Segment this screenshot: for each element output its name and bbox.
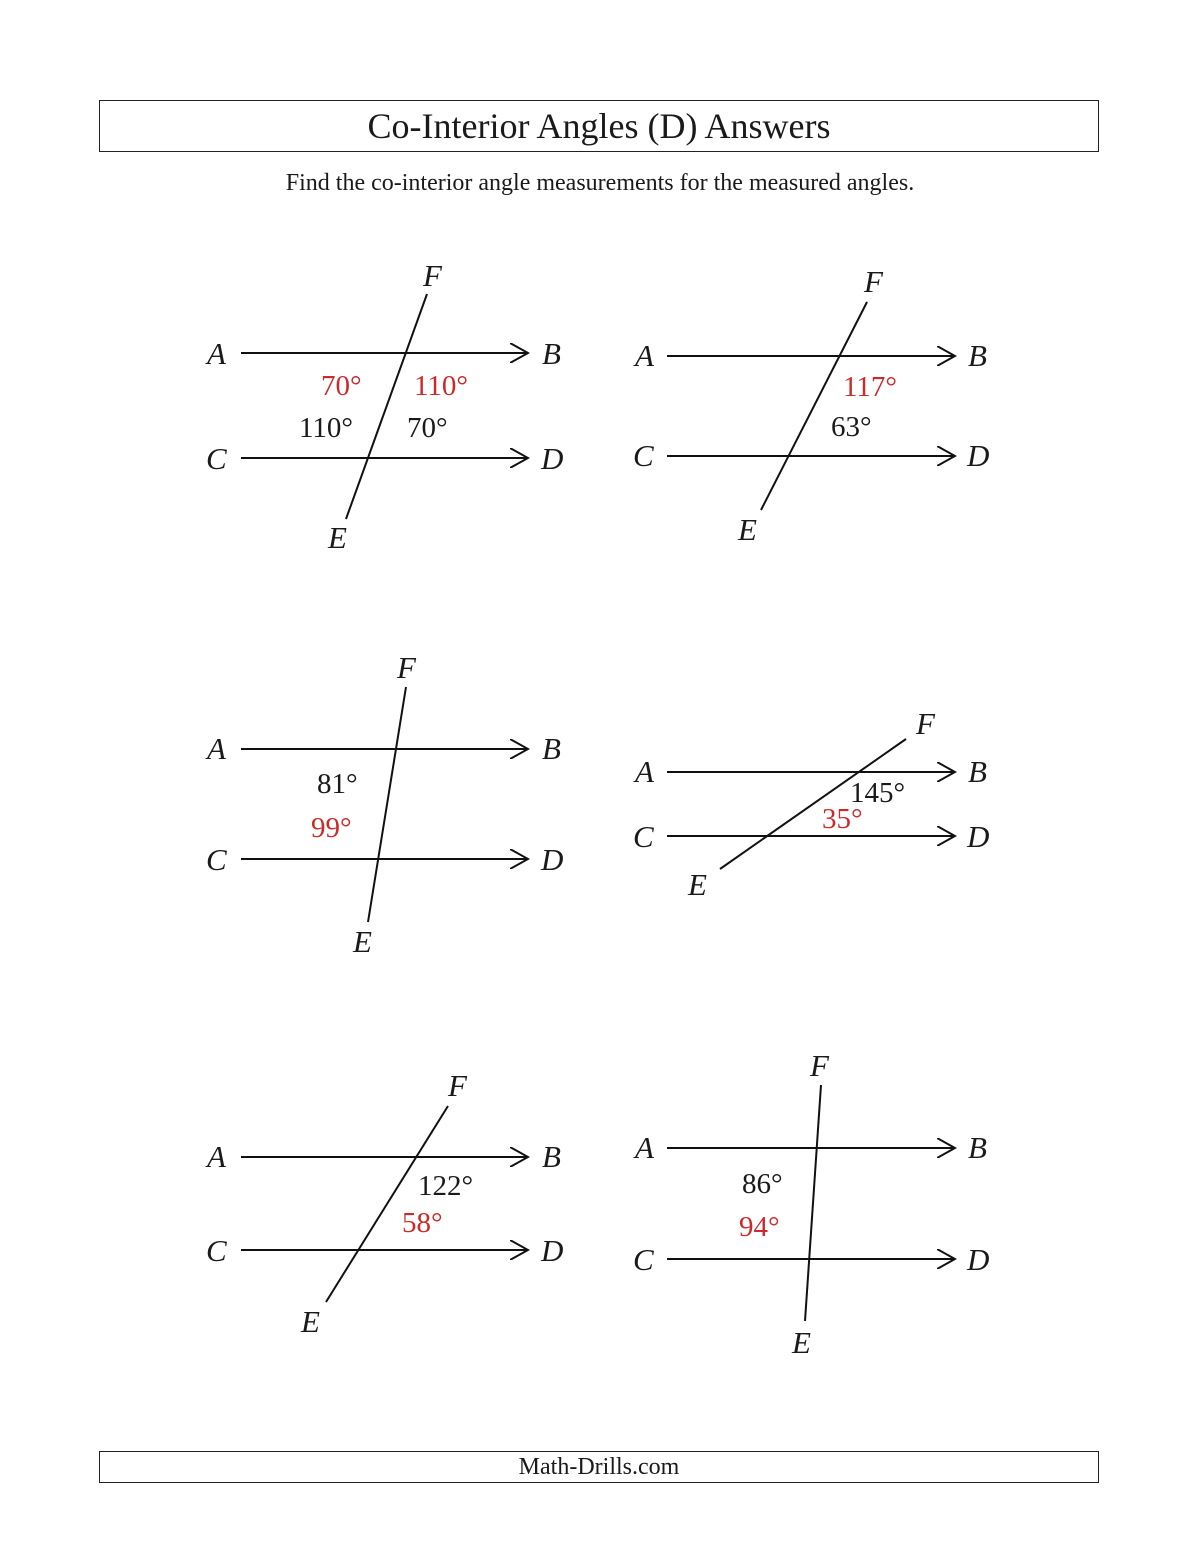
transversal-ef [805, 1085, 821, 1321]
point-label-e: E [301, 1304, 320, 1339]
problem-4-diagram [633, 706, 989, 902]
angle-label: 117° [843, 371, 898, 403]
transversal-ef [368, 687, 406, 922]
point-label-c: C [206, 441, 227, 476]
point-label-b: B [968, 1130, 987, 1165]
point-label-c: C [633, 1242, 654, 1277]
point-label-b: B [542, 731, 561, 766]
point-label-d: D [967, 1242, 990, 1277]
angle-label: 70° [321, 370, 362, 402]
point-label-d: D [541, 842, 564, 877]
angle-label: 145° [850, 777, 906, 809]
instructions-text: Find the co-interior angle measurements for the measured angles. [285, 170, 915, 196]
angle-label: 81° [317, 768, 358, 800]
point-label-a: A [207, 731, 226, 766]
point-label-a: A [207, 1139, 226, 1174]
point-label-a: A [635, 754, 654, 789]
problem-5-diagram [205, 1068, 563, 1339]
point-label-e: E [328, 520, 347, 555]
point-label-f: F [448, 1068, 467, 1103]
angle-label: 110° [414, 370, 469, 402]
angle-label: 35° [822, 803, 863, 835]
point-label-c: C [206, 842, 227, 877]
problem-3-diagram [205, 650, 563, 959]
point-label-a: A [635, 1130, 654, 1165]
point-label-b: B [542, 336, 561, 371]
point-label-b: B [968, 338, 987, 373]
transversal-ef [326, 1106, 448, 1302]
point-label-d: D [541, 1233, 564, 1268]
angle-label: 99° [311, 812, 352, 844]
problem-6-diagram [633, 1048, 989, 1360]
point-label-d: D [967, 819, 990, 854]
angle-label: 122° [418, 1170, 474, 1202]
problem-1-diagram [205, 258, 563, 555]
point-label-e: E [353, 924, 372, 959]
point-label-c: C [633, 819, 654, 854]
transversal-ef [346, 294, 427, 519]
point-label-f: F [423, 258, 442, 293]
point-label-b: B [968, 754, 987, 789]
point-label-f: F [916, 706, 935, 741]
point-label-e: E [738, 512, 757, 547]
angle-label: 58° [402, 1207, 443, 1239]
point-label-a: A [207, 336, 226, 371]
transversal-ef [761, 302, 867, 510]
angle-label: 86° [742, 1168, 783, 1200]
point-label-c: C [633, 438, 654, 473]
point-label-a: A [635, 338, 654, 373]
point-label-d: D [967, 438, 990, 473]
angle-label: 110° [299, 412, 354, 444]
point-label-e: E [792, 1325, 811, 1360]
angle-label: 94° [739, 1211, 780, 1243]
problem-2-diagram [633, 264, 989, 547]
point-label-f: F [810, 1048, 829, 1083]
angle-label: 70° [407, 412, 448, 444]
worksheet-title: Co-Interior Angles (D) Answers [99, 100, 1099, 152]
angle-label: 63° [831, 411, 872, 443]
point-label-f: F [397, 650, 416, 685]
footer-site-name: Math-Drills.com [99, 1451, 1099, 1483]
point-label-e: E [688, 867, 707, 902]
point-label-b: B [542, 1139, 561, 1174]
point-label-f: F [864, 264, 883, 299]
point-label-c: C [206, 1233, 227, 1268]
point-label-d: D [541, 441, 564, 476]
